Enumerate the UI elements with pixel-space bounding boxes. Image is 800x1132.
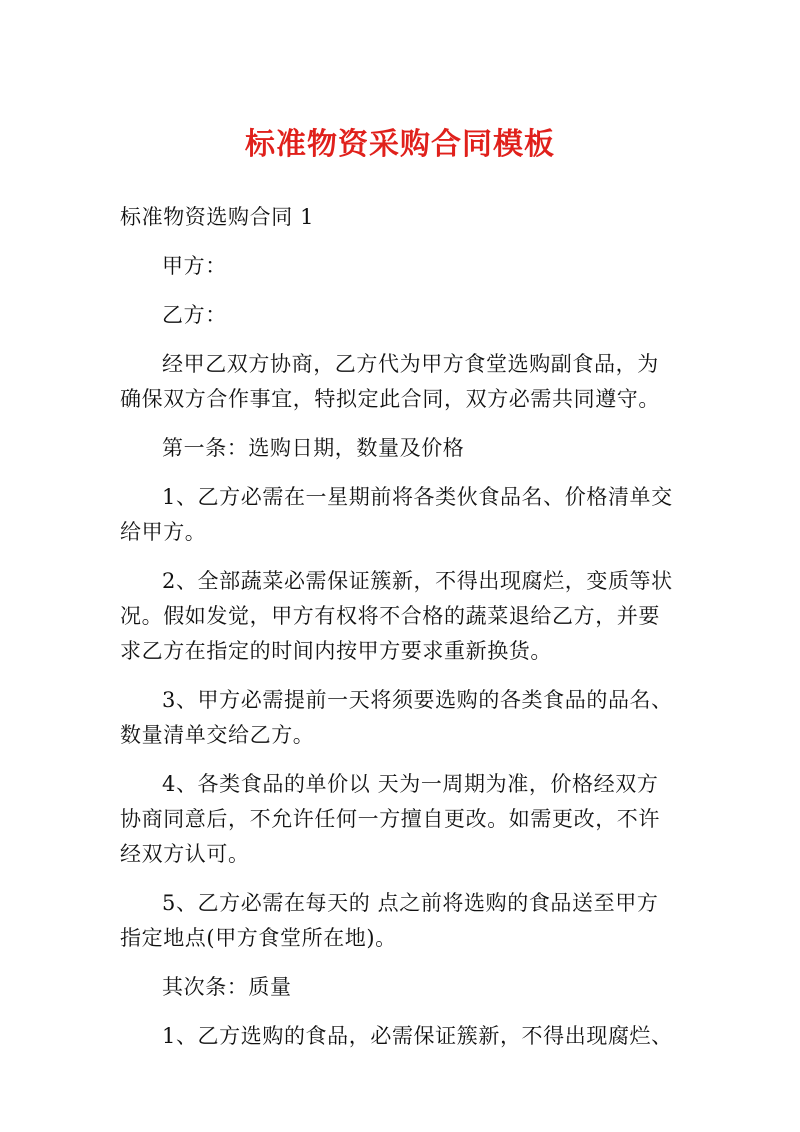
party-a-line: 甲方： xyxy=(162,254,227,278)
article-2-heading: 其次条：质量 xyxy=(162,975,292,999)
article-1-clause-2: 2、全部蔬菜必需保证簇新，不得出现腐烂，变质等状况。假如发觉，甲方有权将不合格的蔬菜退给乙方，并要求乙方在指定的时间内按甲方要求重新换货。 xyxy=(120,569,673,663)
article-1-heading: 第一条：选购日期，数量及价格 xyxy=(162,436,465,460)
article-1-clause-5: 5、乙方必需在每天的 点之前将选购的食品送至甲方指定地点(甲方食堂所在地)。 xyxy=(120,891,659,950)
preamble-paragraph: 经甲乙双方协商，乙方代为甲方食堂选购副食品，为确保双方合作事宜，特拟定此合同，双方必需共同遵守。 xyxy=(120,352,660,411)
document-title: 标准物资采购合同模板 xyxy=(245,127,555,162)
party-b-line: 乙方： xyxy=(162,303,227,327)
contract-subtitle: 标准物资选购合同 1 xyxy=(120,205,315,229)
article-1-clause-1: 1、乙方必需在一星期前将各类伙食品名、价格清单交给甲方。 xyxy=(120,485,673,544)
article-1-clause-3: 3、甲方必需提前一天将须要选购的各类食品的品名、数量清单交给乙方。 xyxy=(120,688,673,747)
document-body xyxy=(120,200,680,1068)
article-2-clause-1: 1、乙方选购的食品，必需保证簇新，不得出现腐烂、 xyxy=(162,1024,673,1048)
article-1-clause-4: 4、各类食品的单价以 天为一周期为准，价格经双方协商同意后，不允许任何一方擅自更改。如需更改，不许经双方认可。 xyxy=(120,772,660,866)
